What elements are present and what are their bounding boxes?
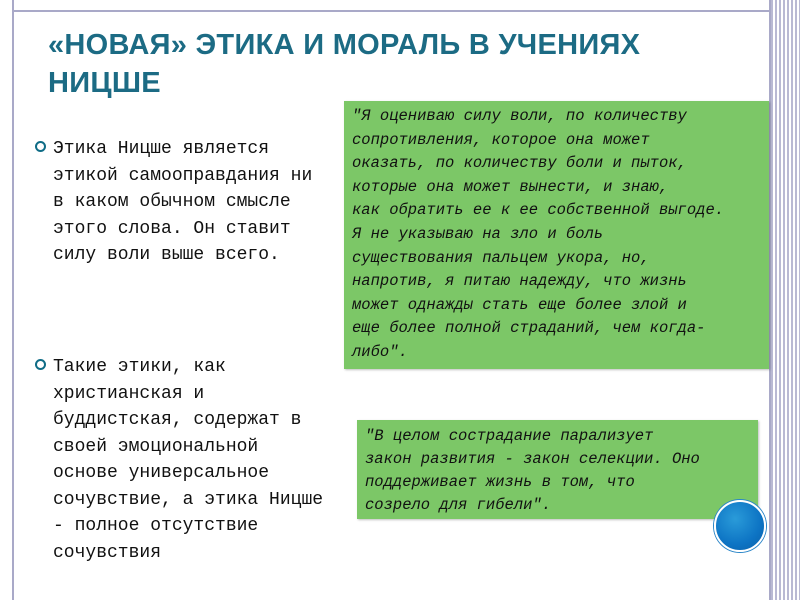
frame-top-line (12, 10, 770, 12)
bullet-item-1 (35, 136, 355, 276)
blue-circle-decoration (714, 500, 766, 552)
right-striped-border (769, 0, 800, 600)
quote-box-2: "В целом сострадание парализует закон развития - закон селекции. Оно поддерживает жизнь в том, что созрело для гибели". (357, 420, 758, 519)
bullet-text-2: Такие этики, как христианская и буддистская, содержат в своей эмоциональной основе универсальное сочувствие, а этика Ницше - полное отсутствие сочувствия (53, 357, 324, 563)
slide-title-line-1: «НОВАЯ» ЭТИКА И МОРАЛЬ В УЧЕНИЯХ (48, 29, 641, 61)
slide-title-line-2: НИЦШЕ (48, 67, 161, 99)
frame-left-line (12, 0, 14, 600)
bullet-dot-icon (35, 141, 46, 152)
bullet-dot-icon (35, 359, 46, 370)
bullet-text-1: Этика Ницше является этикой самооправдания ни в каком обычном смысле этого слова. Он ставит силу воли выше всего. (53, 139, 313, 265)
slide-title (48, 26, 748, 102)
bullet-item-2 (35, 354, 355, 584)
quote-box-1: "Я оцениваю силу воли, по количеству сопротивления, которое она может оказать, по количеству боли и пыток, которые она может вынести, и знаю, как обратить ее к ее собственной выгоде. Я не указываю на зло и боль существования пальцем укора, но, напротив, я питаю надежду, что жизнь может однажды стать еще более злой и еще более полной страданий, чем когда- либо". (344, 101, 769, 369)
